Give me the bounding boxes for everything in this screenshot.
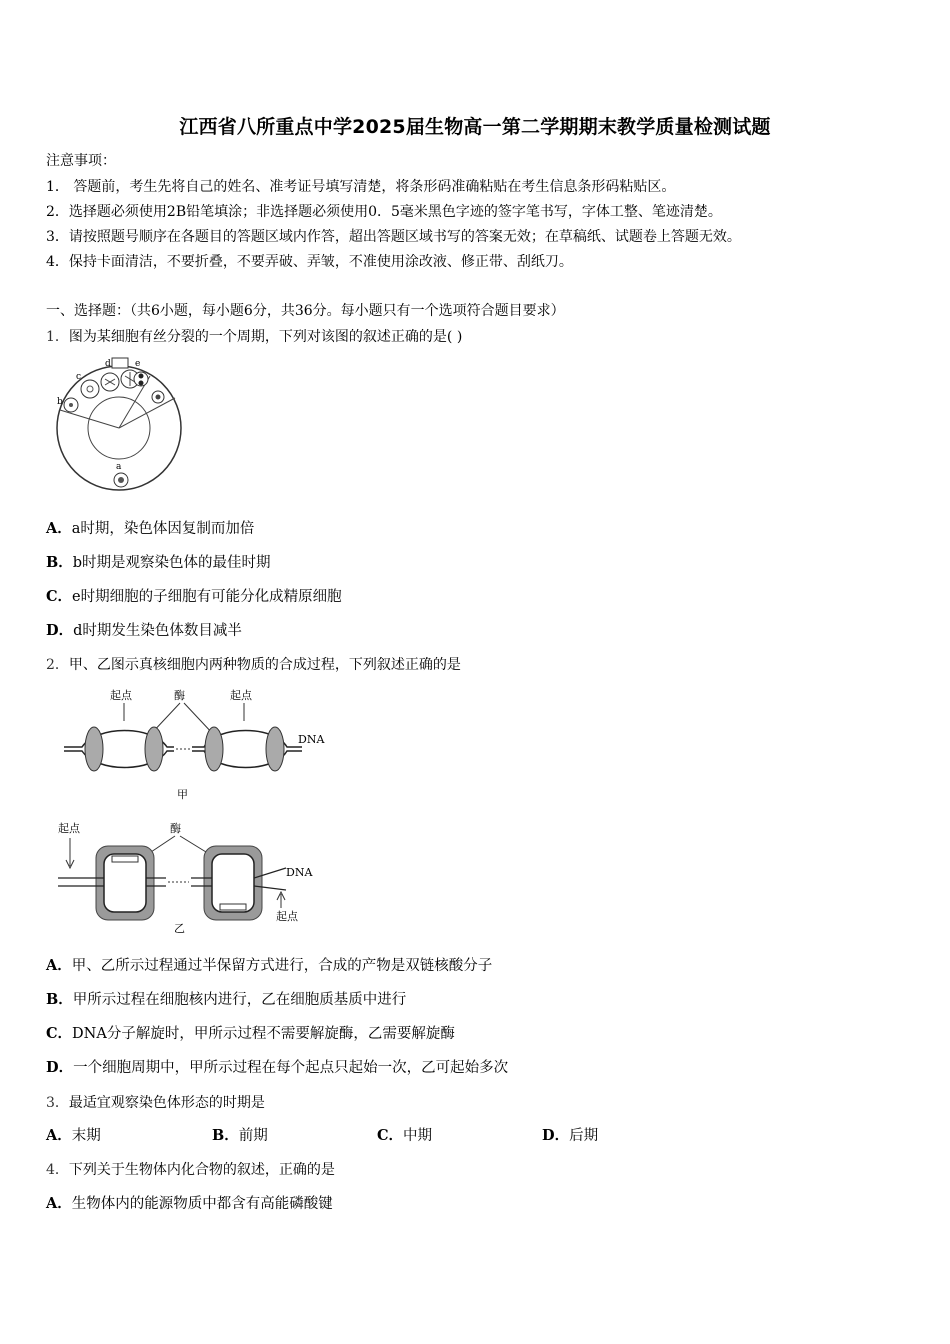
notice-heading: 注意事项： bbox=[46, 153, 116, 169]
option-letter: D． bbox=[46, 622, 74, 639]
question-stem: 甲、乙图示真核细胞内两种物质的合成过程，下列叙述正确的是 bbox=[68, 657, 461, 673]
question-number: 3． bbox=[46, 1095, 69, 1111]
yi-origin-bottom-label: 起点 bbox=[276, 910, 298, 923]
phase-label-a: a bbox=[116, 462, 122, 472]
dna-replication-figure-jia bbox=[62, 685, 337, 805]
option-text: e时期细胞的子细胞有可能分化成精原细胞 bbox=[72, 589, 342, 605]
yi-origin-top-label: 起点 bbox=[58, 822, 80, 835]
question-number: 4． bbox=[46, 1162, 69, 1178]
option-letter: D． bbox=[46, 1059, 74, 1076]
q3-option-c[interactable] bbox=[377, 1127, 432, 1145]
option-letter: A． bbox=[46, 1127, 72, 1144]
option-text: 生物体内的能源物质中都含有高能磷酸键 bbox=[71, 1196, 333, 1212]
yi-dna-label: DNA bbox=[286, 866, 313, 879]
notice-item-3: 3．请按照题号顺序在各题目的答题区域内作答，超出答题区域书写的答案无效；在草稿纸、试题卷上答题无效。 bbox=[46, 229, 741, 245]
yi-enzyme-label: 酶 bbox=[170, 822, 181, 835]
jia-origin-label: 起点 bbox=[110, 689, 132, 702]
option-letter: B． bbox=[46, 991, 73, 1008]
transcription-figure-yi bbox=[56, 818, 326, 938]
phase-label-d: d bbox=[105, 359, 111, 369]
section-heading: 一、选择题：（共6小题，每小题6分，共36分。每小题只有一个选项符合题目要求） bbox=[46, 303, 565, 319]
q2-option-d[interactable] bbox=[46, 1059, 508, 1077]
notice-item-2: 2．选择题必须使用2B铅笔填涂；非选择题必须使用0．5毫米黑色字迹的签字笔书写，字体工整、笔迹清楚。 bbox=[46, 204, 722, 220]
cell-cycle-figure bbox=[50, 352, 190, 497]
question-1 bbox=[46, 328, 462, 346]
option-text: 甲、乙所示过程通过半保留方式进行，合成的产物是双链核酸分子 bbox=[71, 958, 493, 974]
question-number: 2． bbox=[46, 657, 69, 673]
phase-label-b: b bbox=[57, 397, 63, 407]
question-3 bbox=[46, 1094, 265, 1112]
q2-option-b[interactable] bbox=[46, 991, 406, 1009]
option-letter: C． bbox=[377, 1127, 404, 1144]
exam-title: 江西省八所重点中学2025届生物高一第二学期期末教学质量检测试题 bbox=[179, 116, 771, 138]
option-letter: C． bbox=[46, 1025, 73, 1042]
jia-caption: 甲 bbox=[177, 788, 188, 801]
option-letter: B． bbox=[212, 1127, 239, 1144]
option-text: 中期 bbox=[403, 1128, 433, 1144]
option-text: DNA分子解旋时，甲所示过程不需要解旋酶，乙需要解旋酶 bbox=[72, 1026, 455, 1042]
option-text: 末期 bbox=[71, 1128, 101, 1144]
option-text: d时期发生染色体数目减半 bbox=[73, 623, 242, 639]
notice-item-1: 1． 答题前，考生先将自己的姓名、准考证号填写清楚，将条形码准确粘贴在考生信息条形码粘贴区。 bbox=[46, 179, 676, 195]
phase-label-e: e bbox=[135, 359, 141, 369]
question-number: 1． bbox=[46, 329, 69, 345]
q1-option-d[interactable] bbox=[46, 622, 242, 640]
question-2 bbox=[46, 656, 461, 674]
option-letter: A． bbox=[46, 957, 72, 974]
option-text: 一个细胞周期中，甲所示过程在每个起点只起始一次，乙可起始多次 bbox=[73, 1060, 509, 1076]
q4-option-a[interactable] bbox=[46, 1195, 333, 1213]
jia-origin-label-2: 起点 bbox=[230, 689, 252, 702]
jia-enzyme-label: 酶 bbox=[174, 689, 185, 702]
option-letter: D． bbox=[542, 1127, 570, 1144]
phase-label-c: c bbox=[76, 372, 82, 382]
notice-item-4: 4．保持卡面清洁，不要折叠，不要弄破、弄皱，不准使用涂改液、修正带、刮纸刀。 bbox=[46, 254, 573, 270]
question-stem: 图为某细胞有丝分裂的一个周期，下列对该图的叙述正确的是( ) bbox=[68, 329, 463, 345]
q3-option-a[interactable] bbox=[46, 1127, 101, 1145]
q2-option-c[interactable] bbox=[46, 1025, 455, 1043]
q3-option-b[interactable] bbox=[212, 1127, 268, 1145]
option-letter: A． bbox=[46, 1195, 72, 1212]
option-text: a时期，染色体因复制而加倍 bbox=[71, 521, 255, 537]
option-text: b时期是观察染色体的最佳时期 bbox=[72, 555, 271, 571]
option-letter: A． bbox=[46, 520, 72, 537]
option-letter: B． bbox=[46, 554, 73, 571]
question-4 bbox=[46, 1161, 335, 1179]
jia-dna-label: DNA bbox=[298, 733, 325, 746]
yi-caption: 乙 bbox=[174, 922, 185, 935]
option-letter: C． bbox=[46, 588, 73, 605]
option-text: 后期 bbox=[569, 1128, 599, 1144]
option-text: 前期 bbox=[238, 1128, 268, 1144]
q1-option-b[interactable] bbox=[46, 554, 271, 572]
q1-option-a[interactable] bbox=[46, 520, 254, 538]
q3-option-d[interactable] bbox=[542, 1127, 598, 1145]
question-stem: 下列关于生物体内化合物的叙述，正确的是 bbox=[68, 1162, 335, 1178]
question-stem: 最适宜观察染色体形态的时期是 bbox=[68, 1095, 265, 1111]
q1-option-c[interactable] bbox=[46, 588, 342, 606]
q2-option-a[interactable] bbox=[46, 957, 492, 975]
option-text: 甲所示过程在细胞核内进行，乙在细胞质基质中进行 bbox=[72, 992, 407, 1008]
